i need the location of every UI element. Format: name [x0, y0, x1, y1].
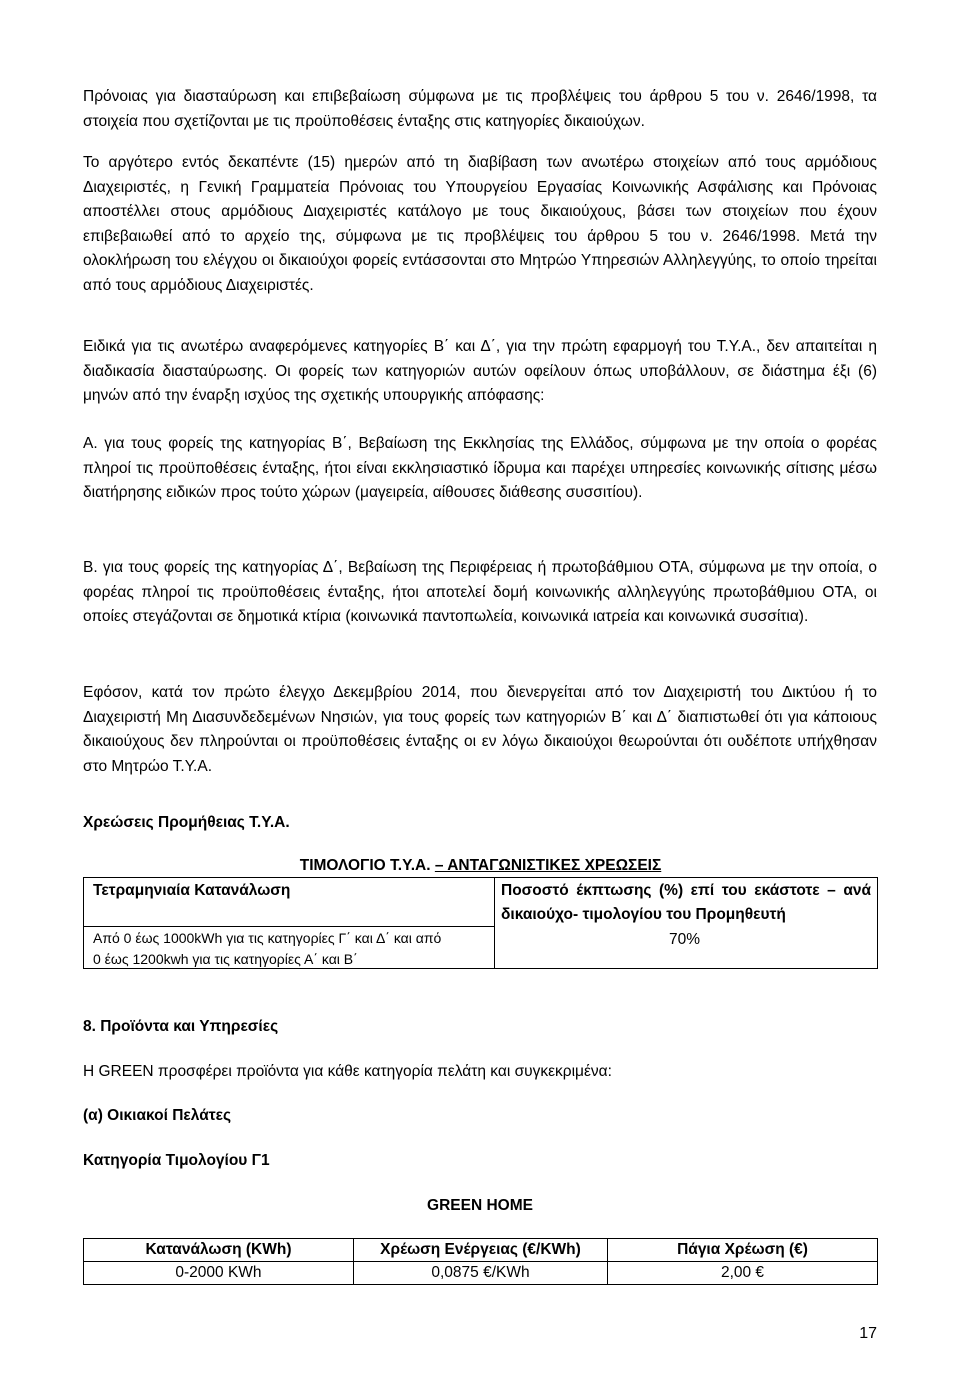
table-row: [84, 1262, 878, 1285]
heading-tariff-category: Κατηγορία Τιμολογίου Γ1: [83, 1152, 270, 1169]
paragraph-products: Η GREEN προσφέρει προϊόντα για κάθε κατηγορία πελάτη και συγκεκριμένα:: [83, 1063, 612, 1080]
tariff-table-title: [83, 855, 878, 877]
heading-charges: Χρεώσεις Προμήθειας Τ.Υ.Α.: [83, 814, 290, 831]
tariff-row-line2: 0 έως 1200kwh για τις κατηγορίες Α΄ και Β΄: [93, 951, 358, 967]
paragraph-first-check: Εφόσον, κατά τον πρώτο έλεγχο Δεκεμβρίου 2014, που διενεργείται από τον Διαχειριστή του Δικτύου ή το Διαχειριστή Μη Διασυνδεδεμένων Νησιών, για τους φορείς των κατηγοριών Β΄ και Δ΄ διαπιστωθεί ότι για κάποιους δικαιούχους δεν πληρούνται οι προϋποθέσεις ένταξης οι εν λόγω δικαιούχοι θεωρούνται ότι ουδέποτε υπήχθησαν στο Μητρώο Τ.Υ.Α.: [83, 684, 877, 775]
tariff-table: [83, 855, 878, 969]
paragraph-cross-check: Πρόνοιας για διασταύρωση και επιβεβαίωση σύμφωνα με τις προβλέψεις του άρθρου 5 του ν. 2646/1998, τα στοιχεία που σχετίζονται με τις προϋποθέσεις ένταξης στις κατηγορίες δικαιούχων.: [83, 88, 877, 130]
header-consumption: Κατανάλωση (KWh): [84, 1239, 354, 1262]
green-home-title: GREEN HOME: [427, 1197, 533, 1214]
header-energy-charge: Χρέωση Ενέργειας (€/KWh): [353, 1239, 607, 1262]
paragraph-item-a: Α. για τους φορείς της κατηγορίας Β΄, Βεβαίωση της Εκκλησίας της Ελλάδος, σύμφωνα με την οποία ο φορέας πληροί τις προϋποθέσεις ένταξης, ήτοι είναι εκκλησιαστικό ίδρυμα και παρέχει υπηρεσίες κοινωνικής σίτισης μέσω διατήρησης ειδικών προς τούτο χώρων (μαγειρεία, αίθουσες διάθεσης συσσιτίου).: [83, 435, 877, 501]
cell-consumption: 0-2000 KWh: [84, 1262, 354, 1285]
paragraph-categories-b-d: Ειδικά για τις ανωτέρω αναφερόμενες κατηγορίες Β΄ και Δ΄, για την πρώτη εφαρμογή του Τ.Υ.Α., δεν απαιτείται η διαδικασία διασταύρωσης. Οι φορείς των κατηγοριών αυτών οφείλουν όπως υποβάλλουν, σε διάστημα έξι (6) μηνών από την έναρξη ισχύος της σχετικής υπουργικής απόφασης:: [83, 338, 877, 404]
page-number: 17: [859, 1325, 877, 1342]
paragraph-deadline: Το αργότερο εντός δεκαπέντε (15) ημερών από τη διαβίβαση των ανωτέρω στοιχείων από τους αρμόδιους Διαχειριστές, η Γενική Γραμματεία Πρόνοιας του Υπουργείου Εργασίας Κοινωνικής Ασφάλισης και Πρόνοιας αποστέλλει στους αρμόδιους Διαχειριστές κατάλογο με τους δικαιούχους, βάσει των στοιχείων που έχουν επιβεβαιωθεί από το αρχείο της, σύμφωνα με τις προβλέψεις του άρθρου 5 του ν. 2646/1998. Μετά την ολοκλήρωση του ελέγχου οι δικαιούχοι φορείς εντάσσονται στο Μητρώο Υπηρεσιών Αλληλεγγύης, το οποίο τηρείται από τους αρμόδιους Διαχειριστές.: [83, 154, 877, 294]
tariff-row-line1: Από 0 έως 1000kWh για τις κατηγορίες Γ΄ και Δ΄ και από: [93, 930, 442, 946]
tariff-col1-header: Τετραμηνιαία Κατανάλωση: [93, 882, 291, 899]
cell-fixed-charge: 2,00 €: [608, 1262, 878, 1285]
tariff-border-left: [83, 877, 84, 969]
tariff-title-part2: – ΑΝΤΑΓΩΝΙΣΤΙΚΕΣ ΧΡΕΩΣΕΙΣ: [434, 857, 662, 874]
tariff-border-right: [877, 877, 878, 969]
tariff-row-divider: [83, 926, 495, 927]
heading-residential: (α) Οικιακοί Πελάτες: [83, 1107, 232, 1124]
tariff-title-part1: ΤΙΜΟΛΟΓΙΟ Τ.Υ.Α.: [299, 857, 435, 874]
tariff-row-value: 70%: [669, 931, 701, 948]
table-header-row: [84, 1239, 878, 1262]
heading-section-8: 8. Προϊόντα και Υπηρεσίες: [83, 1018, 279, 1035]
cell-energy-charge: 0,0875 €/KWh: [353, 1262, 607, 1285]
tariff-row-description: [93, 928, 441, 970]
tariff-col-divider: [494, 877, 495, 969]
tariff-col2-header: Ποσοστό έκπτωσης (%) επί του εκάστοτε – ανά δικαιούχο- τιμολογίου του Προμηθευτή: [501, 882, 871, 923]
tariff-border-top: [83, 877, 878, 878]
header-fixed-charge: Πάγια Χρέωση (€): [608, 1239, 878, 1262]
green-home-table: [83, 1238, 878, 1285]
paragraph-item-b: Β. για τους φορείς της κατηγορίας Δ΄, Βεβαίωση της Περιφέρειας ή πρωτοβάθμιου ΟΤΑ, σύμφωνα με την οποία, ο φορέας πληροί τις προϋποθέσεις ένταξης, ήτοι αποτελεί δομή κοινωνικής αλληλεγγύης πρωτοβάθμιου ΟΤΑ, οι οποίες στεγάζονται σε δημοτικά κτίρια (κοινωνικά παντοπωλεία, κοινωνικά ιατρεία και κοινωνικά συσσίτια).: [83, 559, 877, 625]
